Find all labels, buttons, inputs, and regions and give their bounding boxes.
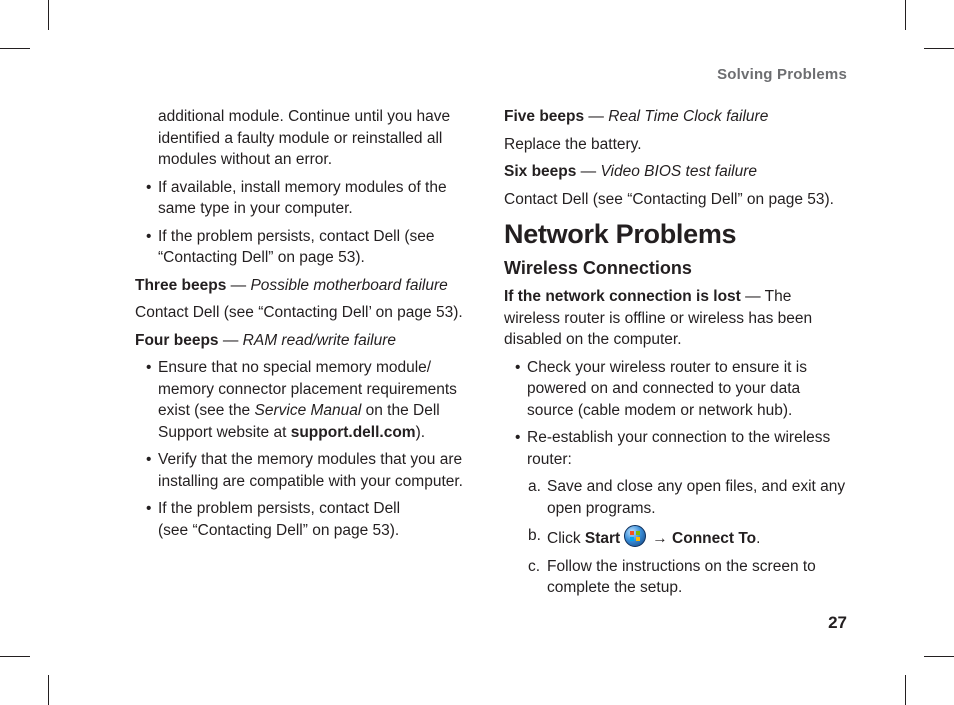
step-item: c. Follow the instructions on the screen to complete the setup. — [528, 557, 816, 596]
bullet-icon: • — [146, 178, 152, 196]
bullet-icon: • — [146, 359, 152, 376]
windows-start-icon — [624, 525, 646, 547]
support-link[interactable]: support.dell.com — [290, 423, 416, 441]
service-manual-ref: Service Manual — [254, 402, 362, 419]
crop-mark — [0, 656, 30, 657]
subsection-heading: Wireless Connections — [504, 258, 692, 278]
crop-mark — [924, 656, 954, 657]
problem-description: If the network connection is lost — The wireless router is offline or wireless has been disabled on the computer. — [504, 288, 813, 348]
beep-action: Contact Dell (see “Contacting Dell’ on page 53). — [135, 304, 463, 321]
list-item: • Check your wireless router to ensure it is powered on and connected to your data source (cable modem or network hub). — [515, 358, 807, 419]
continued-text: additional module. Continue until you have identified a faulty module or reinstalled all modules without an error. — [158, 108, 451, 168]
running-header: Solving Problems — [717, 66, 847, 83]
crop-mark — [48, 0, 49, 30]
section-heading: Network Problems — [504, 219, 737, 249]
crop-mark — [924, 48, 954, 49]
list-item: • If the problem persists, contact Dell (see “Contacting Dell” on page 53). — [146, 500, 401, 539]
bullet-icon: • — [146, 227, 152, 245]
list-item: • If available, install memory modules of the same type in your computer. — [146, 178, 447, 217]
step-item: a. Save and close any open files, and exit any open programs. — [528, 478, 846, 517]
beep-action: Replace the battery. — [504, 135, 642, 153]
beep-code-three: Three beeps — Possible motherboard failure — [135, 276, 448, 294]
left-column — [135, 106, 480, 547]
right-column — [504, 106, 849, 605]
crop-mark — [905, 675, 906, 705]
crop-mark — [0, 48, 30, 49]
connect-to-label: Connect To — [672, 530, 757, 547]
crop-mark — [48, 675, 49, 705]
beep-action: Contact Dell (see “Contacting Dell” on page 53). — [504, 190, 834, 208]
start-label: Start — [584, 530, 621, 547]
page-number: 27 — [828, 613, 847, 632]
bullet-icon: • — [146, 451, 152, 468]
bullet-icon: • — [515, 358, 521, 376]
step-item: b. Click Start → Connect To. — [528, 527, 761, 547]
list-item: • If the problem persists, contact Dell (see “Contacting Dell” on page 53). — [146, 227, 435, 266]
beep-code-six: Six beeps — Video BIOS test failure — [504, 163, 758, 180]
list-item: • Ensure that no special memory module/ memory connector placement requirements exist (see the Service Manual on the Dell Support website at support.dell.com). — [146, 359, 457, 441]
bullet-icon: • — [515, 429, 521, 446]
beep-code-four: Four beeps — RAM read/write failure — [135, 331, 396, 349]
list-item: • Verify that the memory modules that you are installing are compatible with your computer. — [146, 451, 463, 490]
arrow-icon: → — [652, 530, 673, 547]
list-item: • Re-establish your connection to the wireless router: — [515, 429, 831, 468]
beep-code-five: Five beeps — Real Time Clock failure — [504, 108, 769, 125]
crop-mark — [905, 0, 906, 30]
bullet-icon: • — [146, 500, 152, 517]
